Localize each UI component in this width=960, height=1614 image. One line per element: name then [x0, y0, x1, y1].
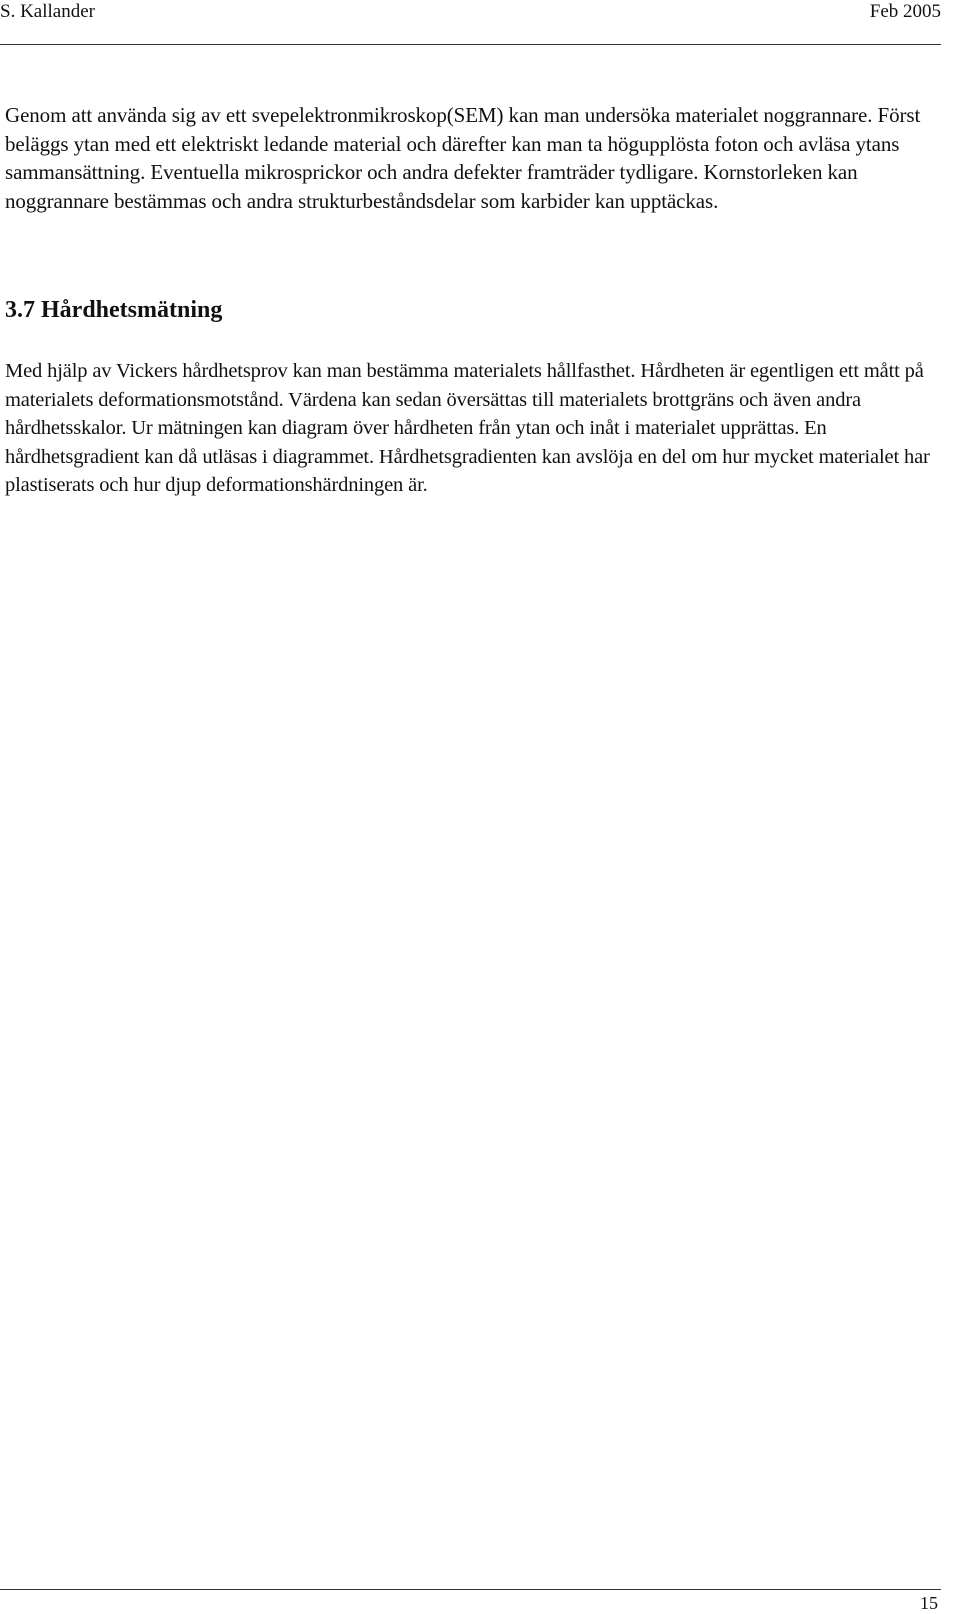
page-footer: [0, 1589, 941, 1613]
header-author: S. Kallander: [0, 1, 95, 22]
section-heading: 3.7 Hårdhetsmätning: [5, 297, 223, 323]
header-date: Feb 2005: [869, 1, 941, 22]
paragraph-sem: Genom att använda sig av ett svepelektronmikroskop(SEM) kan man undersöka materialet noggrannare. Först beläggs ytan med ett elektriskt ledande material och därefter kan man ta högupplösta foton och avläsa ytans sammansättning. Eventuella mikrosprickor och andra defekter framträder tydligare. Kornstorleken kan noggrannare bestämmas och andra strukturbeståndsdelar som karbider kan upptäckas.: [5, 103, 921, 213]
paragraph-hardness: Med hjälp av Vickers hårdhetsprov kan man bestämma materialets hållfasthet. Hårdheten är egentligen ett mått på materialets deformationsmotstånd. Värdena kan sedan översättas till materialets brottgräns och även andra hårdhetsskalor. Ur mätningen kan diagram över hårdheten från ytan och inåt i materialet upprättas. En hårdhetsgradient kan då utläsas i diagrammet. Hårdhetsgradienten kan avslöja en del om hur mycket materialet har plastiserats och hur djup deformationshärdningen är.: [5, 360, 930, 496]
page-header: [0, 0, 941, 45]
page-number: 15: [920, 1593, 938, 1613]
